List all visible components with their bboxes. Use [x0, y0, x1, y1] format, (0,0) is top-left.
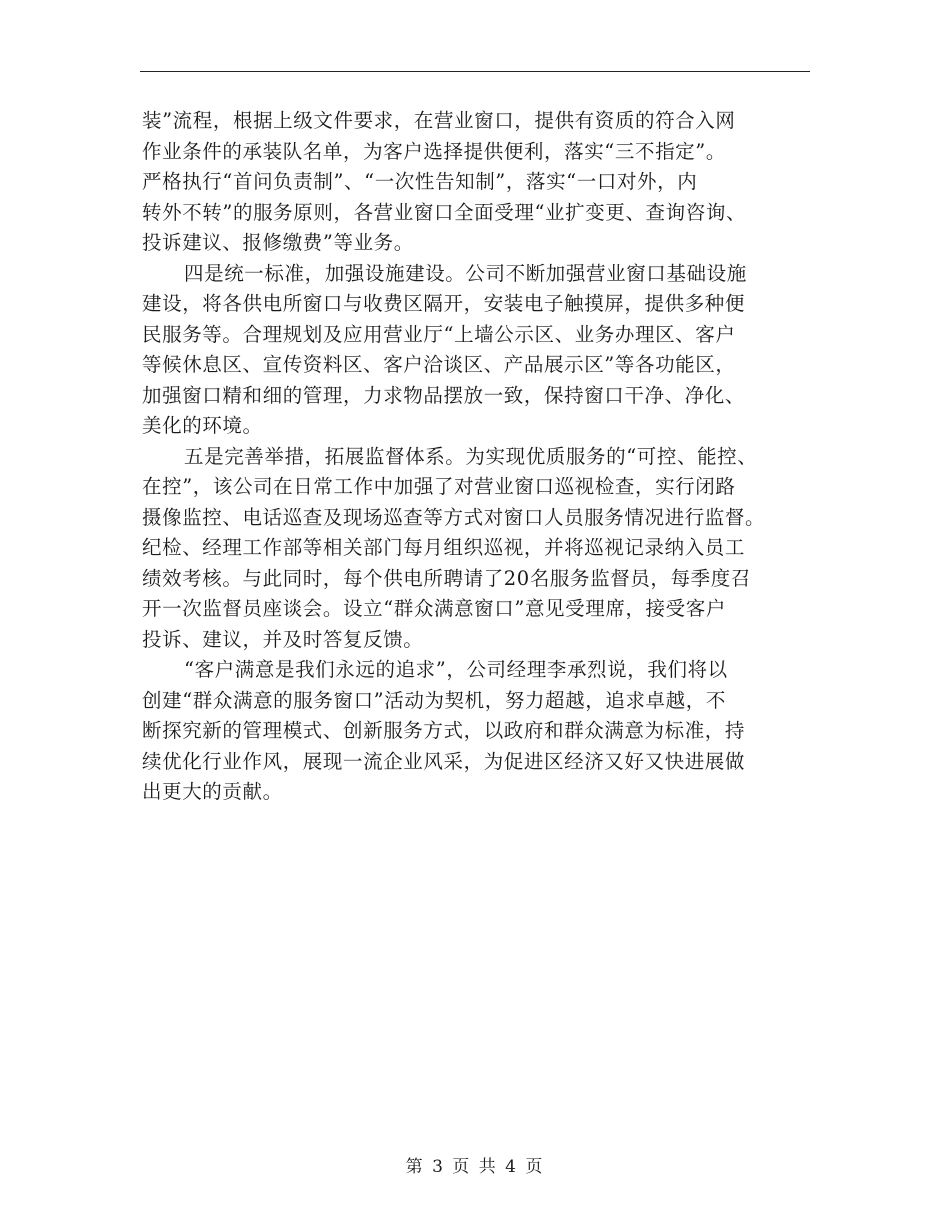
text-line: 摄像监控、电话巡查及现场巡查等方式对窗口人员服务情况进行监督。	[142, 505, 766, 529]
text-line: 装”流程，根据上级文件要求，在营业窗口，提供有资质的符合入网	[142, 109, 736, 132]
document-body	[142, 106, 812, 808]
text-line: 作业条件的承装队名单，为客户选择提供便利，落实“三不指定”。	[142, 139, 726, 163]
text-line: 严格执行“首问负责制”、“一次性告知制”，落实“一口对外，内	[142, 170, 698, 193]
text-line-indented: “客户满意是我们永远的追求”，公司经理李承烈说，我们将以	[184, 658, 728, 681]
text-line: 美化的环境。	[142, 414, 263, 437]
paragraph-2	[142, 259, 812, 442]
paragraph-4	[142, 655, 812, 808]
paragraph-3	[142, 442, 812, 656]
text-line: 在控”，该公司在日常工作中加强了对营业窗口巡视检查，实行闭路	[142, 475, 736, 498]
text-line-indented: 四是统一标准，加强设施建设。公司不断加强营业窗口基础设施	[184, 261, 747, 285]
text-line: 开一次监督员座谈会。设立“群众满意窗口”意见受理席，接受客户	[142, 597, 726, 620]
paragraph-1	[142, 106, 812, 259]
text-line: 投诉建议、报修缴费”等业务。	[142, 231, 414, 254]
text-line: 民服务等。合理规划及应用营业厅“上墙公示区、业务办理区、客户	[142, 322, 736, 346]
text-line: 断探究新的管理模式、创新服务方式，以政府和群众满意为标准，持	[142, 719, 746, 742]
text-line: 续优化行业作风，展现一流企业风采，为促进区经济又好又快进展做	[142, 749, 746, 773]
page-number: 第 3 页 共 4 页	[405, 1157, 545, 1177]
text-line: 出更大的贡献。	[142, 780, 283, 803]
text-line-indented: 五是完善举措，拓展监督体系。为实现优质服务的“可控、能控、	[184, 444, 758, 468]
text-line: 投诉、建议，并及时答复反馈。	[142, 627, 424, 651]
text-line: 建设，将各供电所窗口与收费区隔开，安装电子触摸屏，提供多种便	[142, 292, 746, 315]
header-rule	[140, 71, 810, 72]
text-line: 转外不转”的服务原则，各营业窗口全面受理“业扩变更、查询咨询、	[142, 200, 747, 224]
text-line: 创建“群众满意的服务窗口”活动为契机，努力超越，追求卓越，不	[142, 688, 726, 712]
text-line: 纪检、经理工作部等相关部门每月组织巡视，并将巡视记录纳入员工	[142, 536, 746, 559]
text-line: 等候休息区、宣传资料区、客户洽谈区、产品展示区”等各功能区，	[142, 353, 736, 376]
text-line: 绩效考核。与此同时，每个供电所聘请了20名服务监督员，每季度召	[142, 566, 751, 590]
text-line: 加强窗口精和细的管理，力求物品摆放一致，保持窗口干净、净化、	[142, 383, 746, 407]
